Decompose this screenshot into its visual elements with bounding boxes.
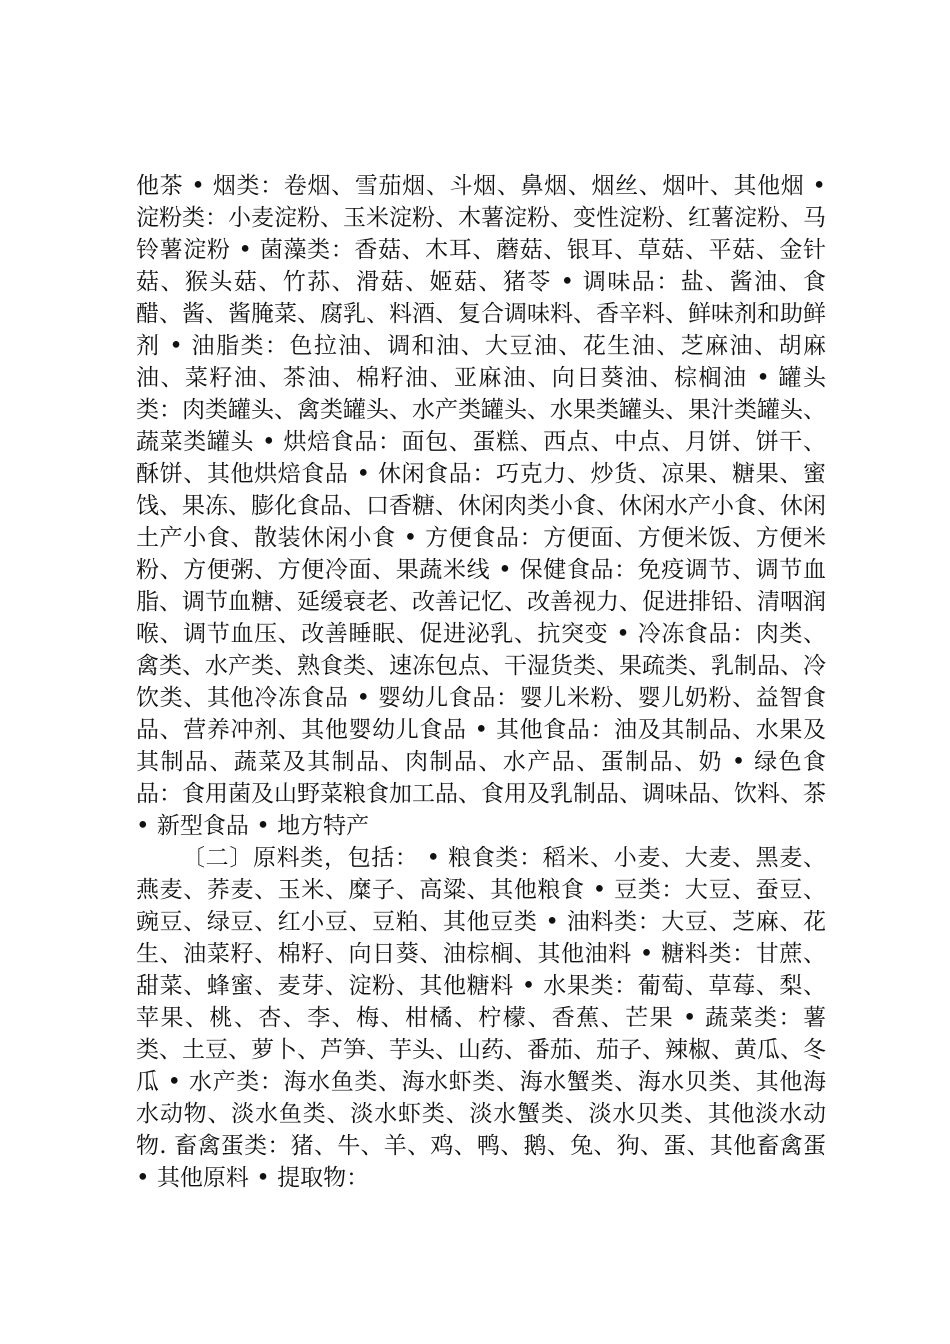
body-paragraph-raw-materials: 〔二〕原料类，包括： • 粮食类：稻米、小麦、大麦、黑麦、燕麦、荞麦、玉米、糜子、高粱、其他粮食 • 豆类：大豆、蚕豆、豌豆、绿豆、红小豆、豆粕、其他豆类 • 油料类：大豆、芝麻、花生、油菜籽、棉籽、向日葵、油棕榈、其他油料 • 糖料类：甘蔗、甜菜、蜂蜜、麦芽、淀粉、其他糖料 • 水果类：葡萄、草莓、梨、苹果、桃、杏、李、梅、柑橘、柠檬、香蕉、芒果 • 蔬菜类：薯类、土豆、萝卜、芦笋、芋头、山药、番茄、茄子、辣椒、黄瓜、冬瓜 • 水产类：海水鱼类、海水虾类、海水蟹类、海水贝类、其他海水动物、淡水鱼类、淡水虾类、淡水蟹类、淡水贝类、其他淡水动物. 畜禽蛋类：猪、牛、羊、鸡、鸭、鹅、兔、狗、蛋、其他畜禽蛋 • 其他原料 • 提取物： <box>136 845 826 1191</box>
body-paragraph-food-categories: 他茶 • 烟类：卷烟、雪茄烟、斗烟、鼻烟、烟丝、烟叶、其他烟 • 淀粉类：小麦淀粉、玉米淀粉、木薯淀粉、变性淀粉、红薯淀粉、马铃薯淀粉 • 菌藻类：香菇、木耳、蘑菇、银耳、草菇、平菇、金针菇、猴头菇、竹荪、滑菇、姬菇、猪苓 • 调味品：盐、酱油、食醋、酱、酱腌菜、腐乳、料酒、复合调味料、香辛料、鲜味剂和助鲜剂 • 油脂类：色拉油、调和油、大豆油、花生油、芝麻油、胡麻油、菜籽油、茶油、棉籽油、亚麻油、向日葵油、棕榈油 • 罐头类：肉类罐头、禽类罐头、水产类罐头、水果类罐头、果汁类罐头、蔬菜类罐头 • 烘焙食品：面包、蛋糕、西点、中点、月饼、饼干、酥饼、其他烘焙食品 • 休闲食品：巧克力、炒货、凉果、糖果、蜜饯、果冻、膨化食品、口香糖、休闲肉类小食、休闲水产小食、休闲土产小食、散装休闲小食 • 方便食品：方便面、方便米饭、方便米粉、方便粥、方便冷面、果蔬米线 • 保健食品：免疫调节、调节血脂、调节血糖、延缓衰老、改善记忆、改善视力、促进排铅、清咽润喉、调节血压、改善睡眠、促进泌乳、抗突变 • 冷冻食品：肉类、禽类、水产类、熟食类、速冻包点、干湿货类、果疏类、乳制品、冷饮类、其他冷冻食品 • 婴幼儿食品：婴儿米粉、婴儿奶粉、益智食品、营养冲剂、其他婴幼儿食品 • 其他食品：油及其制品、水果及其制品、蔬菜及其制品、肉制品、水产品、蛋制品、奶 • 绿色食品：食用菌及山野菜粮食加工品、食用及乳制品、调味品、饮料、茶 • 新型食品 • 地方特产 <box>136 173 826 839</box>
document-page <box>136 170 826 1194</box>
